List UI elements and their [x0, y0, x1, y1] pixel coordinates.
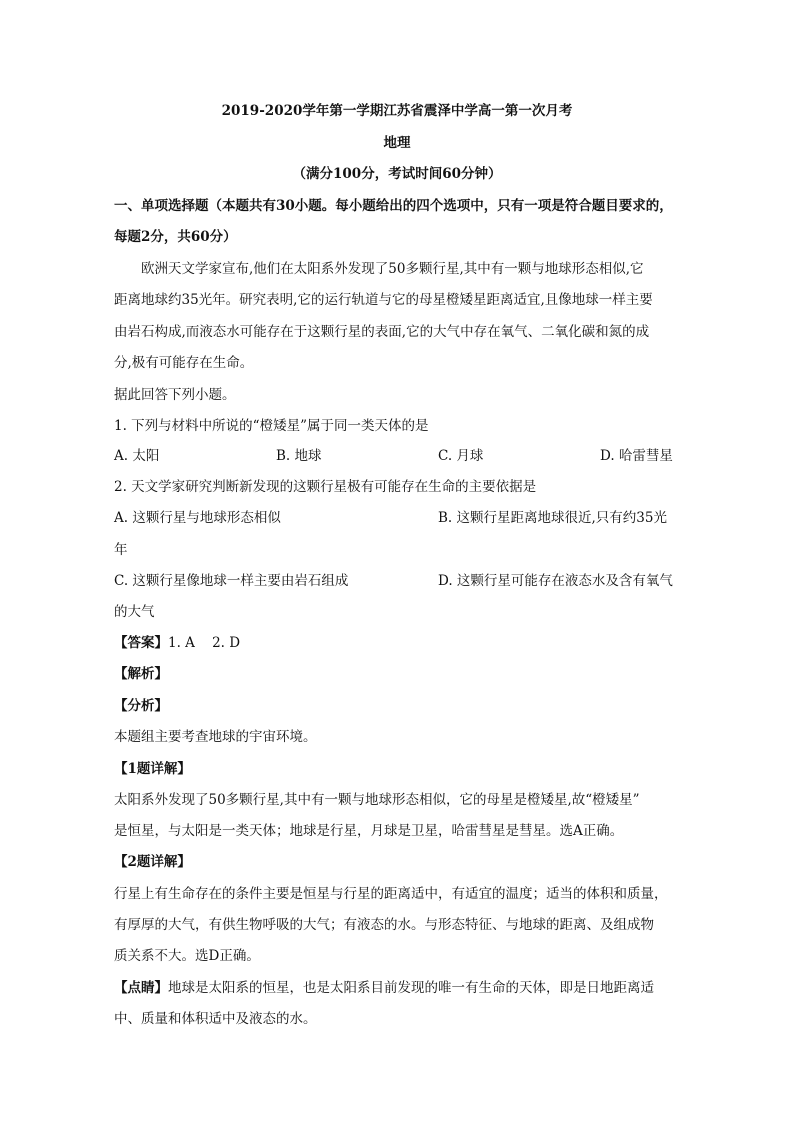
answer-value: 1. A 2. D	[168, 635, 241, 651]
question-1-option-c: C. 月球	[438, 448, 484, 464]
question-1-option-d: D. 哈雷彗星	[600, 448, 673, 464]
analysis-label: 【解析】	[114, 666, 168, 682]
question-2-option-d-wrap: 的大气	[114, 604, 155, 620]
question-2-option-c: C. 这颗行星像地球一样主要由岩石组成	[114, 573, 349, 589]
question-2-stem: 2. 天文学家研究判断新发现的这颗行星极有可能存在生命的主要依据是	[114, 479, 537, 495]
exam-title: 2019-2020学年第一学期江苏省震泽中学高一第一次月考	[221, 103, 573, 119]
answer-line	[114, 633, 240, 653]
answer-label: 【答案】	[114, 635, 168, 651]
dianjing-line: 中、质量和体积适中及液态的水。	[114, 1011, 317, 1027]
material-line: 分,极有可能存在生命。	[114, 355, 254, 371]
question-2-option-b: B. 这颗行星距离地球很近,只有约35光	[438, 510, 667, 526]
dianjing-line	[114, 978, 654, 998]
material-line: 距离地球约35光年。研究表明,它的运行轨道与它的母星橙矮星距离适宜,且像地球一样主要	[114, 292, 653, 308]
q2-detail-line: 有厚厚的大气，有供生物呼吸的大气；有液态的水。与形态特征、与地球的距离、及组成物	[114, 917, 654, 933]
q2-detail-line: 质关系不大。选D正确。	[114, 948, 260, 964]
exam-subtitle: （满分100分，考试时间60分钟）	[292, 166, 502, 182]
fenxi-text: 本题组主要考查地球的宇宙环境。	[114, 729, 317, 745]
dianjing-text: 地球是太阳系的恒星，也是太阳系目前发现的唯一有生命的天体，即是日地距离适	[168, 980, 654, 996]
question-1-stem: 1. 下列与材料中所说的“橙矮星”属于同一类天体的是	[114, 418, 429, 434]
q1-detail-label: 【1题详解】	[114, 761, 191, 777]
material-line: 由岩石构成,而液态水可能存在于这颗行星的表面,它的大气中存在氧气、二氧化碳和氮的成	[114, 324, 650, 340]
question-2-option-a: A. 这颗行星与地球形态相似	[114, 510, 281, 526]
question-1-option-a: A. 太阳	[114, 448, 160, 464]
question-2-option-d: D. 这颗行星可能存在液态水及含有氧气	[438, 573, 673, 589]
q2-detail-label: 【2题详解】	[114, 854, 191, 870]
fenxi-label: 【分析】	[114, 698, 168, 714]
question-1-option-b: B. 地球	[276, 448, 322, 464]
material-prompt: 据此回答下列小题。	[114, 387, 236, 403]
dianjing-label: 【点睛】	[114, 980, 168, 996]
question-2-option-b-wrap: 年	[114, 542, 128, 558]
q1-detail-line: 太阳系外发现了50多颗行星,其中有一颗与地球形态相似，它的母星是橙矮星,故“橙矮星”	[114, 792, 640, 808]
q1-detail-line: 是恒星，与太阳是一类天体；地球是行星，月球是卫星，哈雷彗星是彗星。选A正确。	[114, 823, 624, 839]
q2-detail-line: 行星上有生命存在的条件主要是恒星与行星的距离适中，有适宜的温度；适当的体积和质量，	[114, 886, 668, 902]
material-line: 欧洲天文学家宣布,他们在太阳系外发现了50多颗行星,其中有一颗与地球形态相似,它	[141, 261, 644, 277]
section-heading-line2: 每题2分，共60分）	[114, 229, 237, 245]
subject-title: 地理	[383, 135, 411, 151]
section-heading-line1: 一、单项选择题（本题共有30小题。每小题给出的四个选项中，只有一项是符合题目要求的，	[114, 198, 673, 214]
